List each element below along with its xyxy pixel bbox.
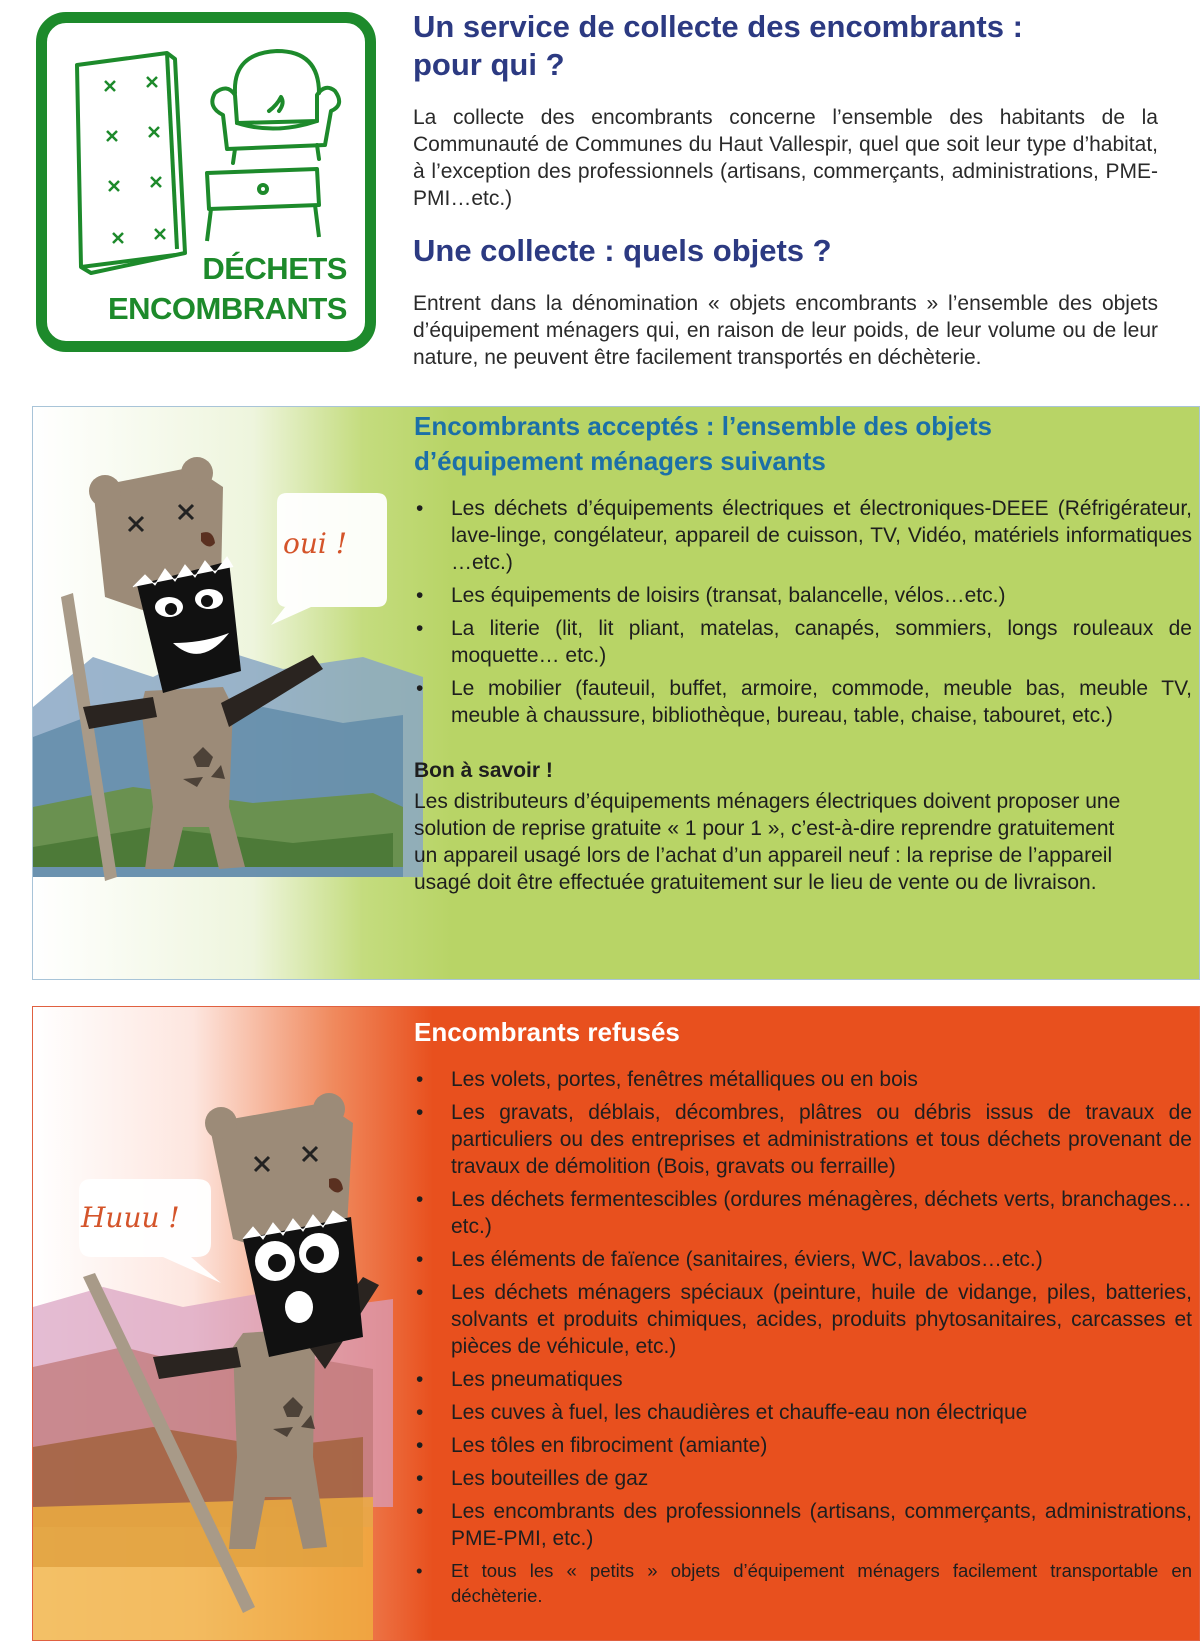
logo-text-line2: ENCOMBRANTS [107,291,347,326]
dechets-encombrants-logo [36,12,376,352]
tip-text: Les distributeurs d’équipements ménagers électriques doivent proposer une solution de reprise gratuite « 1 pour 1 », c’est-à-dire reprendre gratuitement un appareil usagé lors de l’achat d’un appareil neuf : la reprise de l’appareil usagé doit être effectuée gratuitement sur le lieu de vente ou de livraison. [414,790,1121,894]
list-item: • Les éléments de faïence (sanitaires, éviers, WC, lavabos…etc.) [414,1246,1192,1273]
paragraph-quels-objets: Entrent dans la dénomination « objets encombrants » l’ensemble des objets d’équipement ménagers qui, en raison de leur poids, de leur volume ou de leur nature, ne peuvent être facilement transportés en déchèterie. [413,292,1158,369]
list-item: • La literie (lit, lit pliant, matelas, canapés, sommiers, longs rouleaux de moquette… etc.) [414,615,1192,669]
speech-bubble-oui: oui ! [283,527,347,560]
list-item: • Le mobilier (fauteuil, buffet, armoire, commode, meuble bas, meuble TV, meuble à chaussure, bibliothèque, bureau, table, chaise, tabouret, etc.) [414,675,1192,729]
list-item: • Les pneumatiques [414,1366,1192,1393]
accepted-list [414,495,1192,729]
list-item: • Les encombrants des professionnels (artisans, commerçants, administrations, PME-PMI, etc.) [414,1498,1192,1552]
list-item: • Les gravats, déblais, décombres, plâtres ou débris issus de travaux de particuliers ou des entreprises et administrations et tous déchets provenant de travaux de démolition (Bois, gravats ou ferraille) [414,1099,1192,1180]
heading-pour-qui: Un service de collecte des encombrants : pour qui ? [413,9,1023,82]
refused-content [414,1015,1192,1614]
list-item: • Les volets, portes, fenêtres métalliques ou en bois [414,1066,1192,1093]
list-item: • Les déchets fermentescibles (ordures ménagères, déchets verts, branchages…etc.) [414,1186,1192,1240]
tip-title: Bon à savoir ! [414,759,553,782]
accepted-content [414,409,1192,896]
list-item: • Les bouteilles de gaz [414,1465,1192,1492]
mascot-happy-illustration [33,407,423,980]
list-item: • Les tôles en fibrociment (amiante) [414,1432,1192,1459]
accepted-heading: Encombrants acceptés : l’ensemble des objets d’équipement ménagers suivants [414,411,992,476]
intro-section [413,8,1158,371]
list-item: • Les déchets ménagers spéciaux (peinture, huile de vidange, piles, batteries, solvants et produits chimiques, acides, produits phytosanitaires, carcasses et pièces de véhicule, etc.) [414,1279,1192,1360]
list-item: • Les équipements de loisirs (transat, balancelle, vélos…etc.) [414,582,1192,609]
refused-panel [32,1006,1200,1641]
list-item: • Les cuves à fuel, les chaudières et chauffe-eau non électrique [414,1399,1192,1426]
logo-text-line1: DÉCHETS [202,251,347,286]
mascot-scared-illustration [33,1007,423,1641]
list-item: • Les déchets d’équipements électriques et électroniques-DEEE (Réfrigérateur, lave-linge, congélateur, appareil de cuisson, TV, Vidéo, matériels informatiques …etc.) [414,495,1192,576]
refused-heading: Encombrants refusés [414,1017,680,1047]
heading-quels-objets: Une collecte : quels objets ? [413,233,832,268]
speech-bubble-huuu: Huuu ! [81,1201,180,1234]
paragraph-pour-qui: La collecte des encombrants concerne l’ensemble des habitants de la Communauté de Communes du Haut Vallespir, quel que soit leur type d’habitat, à l’exception des professionnels (artisans, commerçants, administrations, PME-PMI…etc.) [413,106,1158,210]
refused-list [414,1066,1192,1608]
list-item: • Et tous les « petits » objets d’équipement ménagers facilement transportable en déchèterie. [414,1558,1192,1608]
accepted-panel [32,406,1200,980]
